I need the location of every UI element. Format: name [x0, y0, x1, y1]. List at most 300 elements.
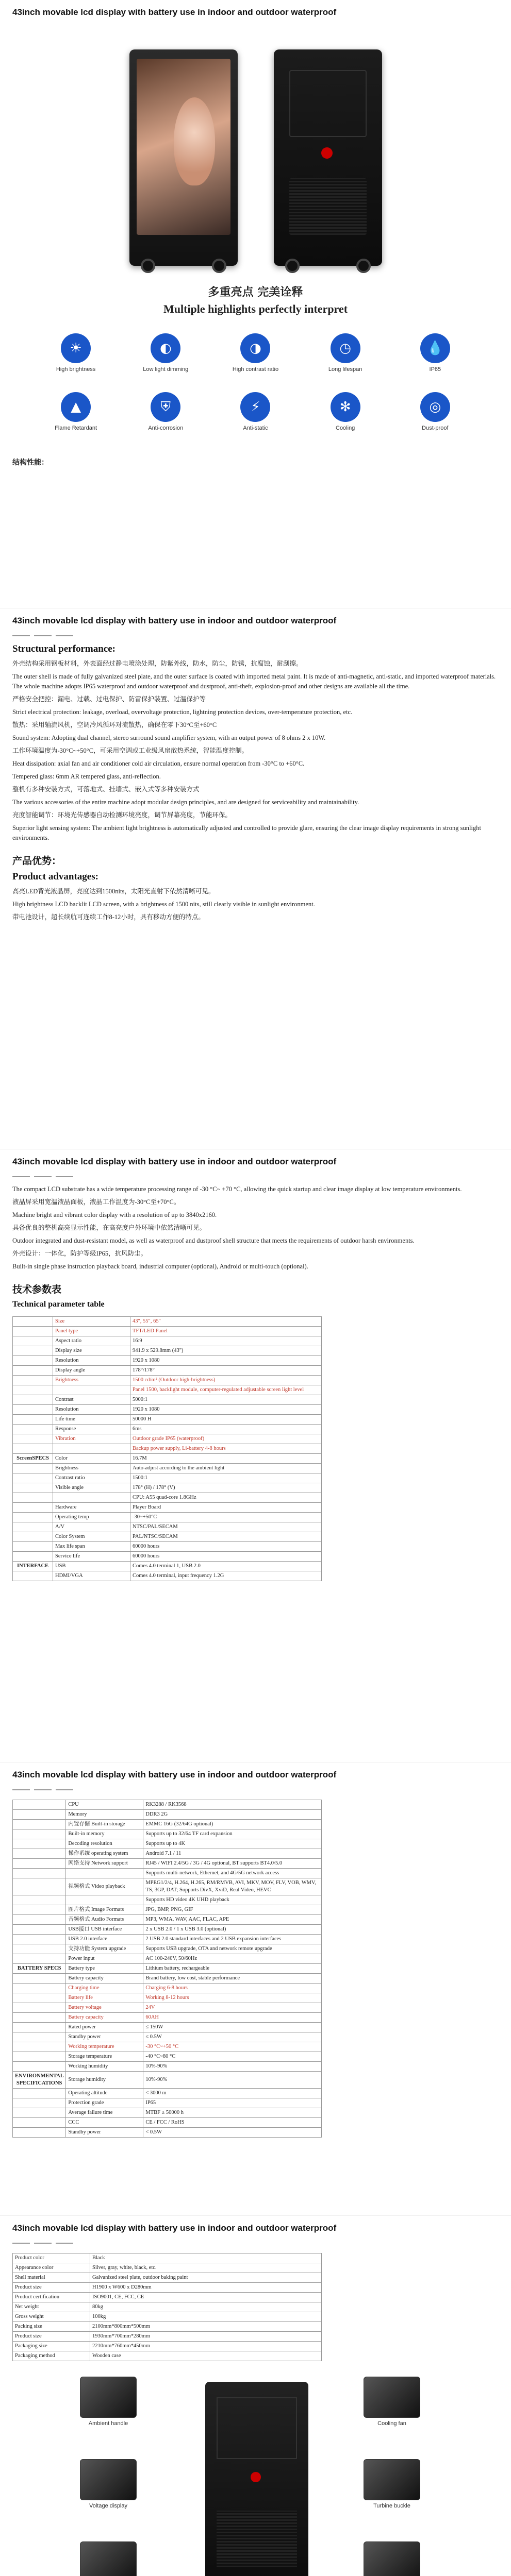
kiosk-wheels	[141, 259, 226, 273]
table-group-cell	[13, 1444, 53, 1454]
table-group-cell	[13, 1984, 66, 1993]
table-value-cell: Supports multi-network, Ethernet, and 4G/5G network access	[143, 1869, 322, 1878]
table-value-cell: 60000 hours	[130, 1552, 322, 1562]
table-row	[13, 1552, 322, 1562]
table-row	[13, 1483, 322, 1493]
divider	[0, 1786, 511, 1790]
table-value-cell: 16:9	[130, 1336, 322, 1346]
table-value-cell: NTSC/PAL/SECAM	[130, 1522, 322, 1532]
paragraph: Tempered glass: 6mm AR tempered glass, anti-reflection.	[12, 773, 161, 780]
table-value-cell: Lithium battery, rechargeable	[143, 1964, 322, 1974]
table-group-cell	[13, 1513, 53, 1522]
table-row	[13, 1954, 322, 1964]
table-row	[13, 1839, 322, 1849]
power-button-icon	[251, 2472, 261, 2482]
table-key-cell: Standby power	[66, 2032, 143, 2042]
table-value-cell: RK3288 / RK3568	[143, 1800, 322, 1810]
hero-products	[0, 24, 511, 266]
table-row	[13, 1473, 322, 1483]
accessories-section	[0, 2215, 511, 2576]
table-group-cell	[13, 1532, 53, 1542]
table-row	[13, 2332, 322, 2342]
table-key-cell: Decoding resolution	[66, 1839, 143, 1849]
table-group-cell	[13, 2052, 66, 2062]
shield-icon: ⛨	[151, 392, 180, 422]
table-row	[13, 1974, 322, 1984]
table-key-cell: A/V	[53, 1522, 130, 1532]
paragraph: 工作环境温度为-30°C~+50°C，可采用空调或工业级风扇散热系统，智能温度控制。	[12, 747, 249, 754]
table-value-cell: MPEG1/2/4, H.264, H.265, RM/RMVB, AVI, MKV, MOV, FLV, VOB, WMV, TS, 3GP, DAT; Supports DivX, XviD, Real Video, HEVC	[143, 1878, 322, 1895]
spec-table-2	[12, 1800, 322, 2138]
product-adv-cn: 产品优势：	[12, 856, 62, 867]
table-value-cell: Black	[90, 2253, 322, 2263]
table-key-cell: Product size	[13, 2283, 90, 2293]
table-group-cell	[13, 1810, 66, 1820]
table-key-cell: Size	[53, 1317, 130, 1327]
section-title: 43inch movable lcd display with battery use in indoor and outdoor waterproof	[12, 1157, 337, 1166]
table-value-cell: 941.9 x 529.8mm (43")	[130, 1346, 322, 1356]
table-key-cell: Shell material	[13, 2273, 90, 2283]
table-group-cell	[13, 1552, 53, 1562]
feature-low-light: ◐ Low light dimming	[137, 333, 194, 372]
buckle-image	[364, 2459, 420, 2500]
dust-icon: ◎	[420, 392, 450, 422]
table-row	[13, 1964, 322, 1974]
table-row	[13, 1327, 322, 1336]
table-key-cell: Brightness	[53, 1464, 130, 1473]
table-key-cell: Service life	[53, 1552, 130, 1562]
table-group-cell	[13, 2089, 66, 2098]
table-value-cell: 1500:1	[130, 1473, 322, 1483]
table-row	[13, 2013, 322, 2023]
table-value-cell: Brand battery, low cost, stable performance	[143, 1974, 322, 1984]
table-group-cell	[13, 1905, 66, 1915]
table-row	[13, 1513, 322, 1522]
table-key-cell: Response	[53, 1425, 130, 1434]
table-value-cell: 2100mm*800mm*500mm	[90, 2322, 322, 2332]
paragraph: 严格安全把控：漏电、过载、过电保护、防雷保护装置、过温保护等	[12, 696, 206, 703]
table-group-cell: ENVIRONMENTAL SPECIFICATIONS	[13, 2072, 66, 2089]
table-key-cell: Battery life	[66, 1993, 143, 2003]
paragraph: 散热：采用轴流风机，空调冷风循环对流散热，确保在零下30°C至+60°C	[12, 721, 217, 728]
table-value-cell: Panel 1500, backlight module, computer-regulated adjustable screen light level	[130, 1385, 322, 1395]
table-value-cell: EMMC 16G (32/64G optional)	[143, 1820, 322, 1829]
table-key-cell: Storage temperature	[66, 2052, 143, 2062]
table-value-cell: PAL/NTSC/SECAM	[130, 1532, 322, 1542]
table-key-cell	[53, 1493, 130, 1503]
water-icon: 💧	[420, 333, 450, 363]
power-button-icon	[321, 147, 333, 159]
kiosk-back-image	[205, 2382, 308, 2576]
section-title: 43inch movable lcd display with battery use in indoor and outdoor waterproof	[12, 7, 337, 17]
table-value-cell: ≤ 0.5W	[143, 2032, 322, 2042]
table-row	[13, 1493, 322, 1503]
table-value-cell: Comes 4.0 terminal, input frequency 1.2G	[130, 1571, 322, 1581]
table-group-cell	[13, 1356, 53, 1366]
table-row	[13, 1317, 322, 1327]
tech-heading-en: Technical parameter table	[12, 1300, 105, 1309]
table-value-cell: 60AH	[143, 2013, 322, 2023]
table-key-cell: Product certification	[13, 2293, 90, 2302]
table-group-cell	[13, 1327, 53, 1336]
feature-row-2	[0, 385, 511, 433]
table-row	[13, 1395, 322, 1405]
table-row	[13, 2322, 322, 2332]
table-row	[13, 2302, 322, 2312]
paragraph: 液晶屏采用宽温液晶面板，液晶工作温度为-30°C至+70°C。	[12, 1198, 180, 1206]
table-value-cell: Supports HD video 4K UHD playback	[143, 1895, 322, 1905]
hero-headings	[0, 266, 511, 316]
table-row	[13, 1859, 322, 1869]
table-group-cell	[13, 1571, 53, 1581]
table-key-cell: Battery type	[66, 1964, 143, 1974]
table-row	[13, 1571, 322, 1581]
paragraph: 亮度智能调节：环境光传感器自动检测环境亮度，调节屏幕亮度，节能环保。	[12, 811, 232, 819]
table-key-cell: Battery capacity	[66, 1974, 143, 1984]
paragraph: 外壳设计：一体化，防护等级IP65，抗风防尘。	[12, 1250, 147, 1257]
feature-flame: ▲ Flame Retardant	[47, 392, 104, 431]
table-value-cell: Player Board	[130, 1503, 322, 1513]
table-row	[13, 1935, 322, 1944]
section-title: 43inch movable lcd display with battery use in indoor and outdoor waterproof	[12, 1770, 337, 1780]
table-value-cell: Galvanized steel plate, outdoor baking paint	[90, 2273, 322, 2283]
table-key-cell: 内置存储 Built-in storage	[66, 1820, 143, 1829]
table-key-cell: Panel type	[53, 1327, 130, 1336]
table-group-cell: BATTERY SPECS	[13, 1964, 66, 1974]
table-row	[13, 2098, 322, 2108]
table-row	[13, 1993, 322, 2003]
table-value-cell: RJ45 / WIFI 2.4/5G / 3G / 4G optional, BT supports BT4.0/5.0	[143, 1859, 322, 1869]
table-group-cell	[13, 1405, 53, 1415]
tech-section-1	[0, 1149, 511, 1762]
table-group-cell	[13, 2062, 66, 2072]
table-key-cell: Battery voltage	[66, 2003, 143, 2013]
table-row	[13, 1415, 322, 1425]
heat-dissipation-image	[80, 2541, 137, 2576]
table-group-cell	[13, 1376, 53, 1385]
paragraph: Superior light sensing system: The ambient light brightness is automatically adjusted and controlled to provide glare, ensuring the clear image display requirements in strong sunlight environments.	[12, 824, 481, 841]
table-key-cell: Resolution	[53, 1405, 130, 1415]
table-value-cell: CPU: A55 quad-core 1.8GHz	[130, 1493, 322, 1503]
table-group-cell	[13, 2042, 66, 2052]
feature-dust: ◎ Dust-proof	[407, 392, 464, 431]
table-key-cell: CPU	[66, 1800, 143, 1810]
table-row	[13, 1346, 322, 1356]
table-key-cell: Working temperature	[66, 2042, 143, 2052]
table-row	[13, 1366, 322, 1376]
table-key-cell: Power input	[66, 1954, 143, 1964]
hero-en-title: Multiple highlights perfectly interpret	[163, 302, 348, 315]
table-value-cell: 2 x USB 2.0 / 1 x USB 3.0 (optional)	[143, 1925, 322, 1935]
table-key-cell: Color System	[53, 1532, 130, 1542]
vent-grille	[217, 2511, 297, 2567]
feature-row-1	[0, 326, 511, 375]
table-value-cell: H1900 x W600 x D280mm	[90, 2283, 322, 2293]
paragraph: Strict electrical protection: leakage, overload, overvoltage protection, lightning protection devices, over-temperature protection, etc.	[12, 708, 353, 716]
section-title: 43inch movable lcd display with battery use in indoor and outdoor waterproof	[12, 2223, 337, 2233]
table-key-cell	[53, 1385, 130, 1395]
table-key-cell: Rated power	[66, 2023, 143, 2032]
divider	[0, 632, 511, 636]
table-group-cell	[13, 1434, 53, 1444]
table-value-cell: 6ms	[130, 1425, 322, 1434]
table-value-cell: 1500 cd/m² (Outdoor high-brightness)	[130, 1376, 322, 1385]
paragraph: 带电池设计，超长续航可连续工作8-12小时，具有移动方便的特点。	[12, 913, 205, 921]
table-key-cell: Protection grade	[66, 2098, 143, 2108]
table-key-cell: 音频格式 Audio Formats	[66, 1915, 143, 1925]
table-value-cell: 10%-90%	[143, 2062, 322, 2072]
table-group-cell	[13, 2032, 66, 2042]
table-value-cell: 100kg	[90, 2312, 322, 2322]
table-key-cell: USB	[53, 1562, 130, 1571]
paragraph: The various accessories of the entire machine adopt modular design principles, and are designed for serviceability and maintainability.	[12, 799, 359, 806]
table-row	[13, 1503, 322, 1513]
table-row	[13, 1915, 322, 1925]
table-value-cell: 2 USB 2.0 standard interfaces and 2 USB expansion interfaces	[143, 1935, 322, 1944]
table-row	[13, 1464, 322, 1473]
table-group-cell	[13, 1915, 66, 1925]
paragraph: The compact LCD substrate has a wide temperature processing range of -30 °C~ +70 °C, allowing the quick startup and clear image display at low temperature environments.	[12, 1185, 462, 1193]
table-key-cell: Brightness	[53, 1376, 130, 1385]
table-value-cell: 178° (H) / 178° (V)	[130, 1483, 322, 1493]
feature-ip65: 💧 IP65	[407, 333, 464, 372]
table-row	[13, 2032, 322, 2042]
paragraph: High brightness LCD backlit LCD screen, with a brightness of 1500 nits, still clearly visible in sunlight environment.	[12, 901, 315, 908]
table-group-cell	[13, 1820, 66, 1829]
hero-section	[0, 0, 511, 608]
table-key-cell: Contrast ratio	[53, 1473, 130, 1483]
table-row	[13, 1869, 322, 1878]
table-value-cell: 1930mm*700mm*280mm	[90, 2332, 322, 2342]
table-group-cell	[13, 2128, 66, 2138]
table-key-cell: Packaging method	[13, 2351, 90, 2361]
table-key-cell: 网络支持 Network support	[66, 1859, 143, 1869]
bolt-icon: ⚡	[240, 392, 270, 422]
table-value-cell: 10%-90%	[143, 2072, 322, 2089]
paragraph: Sound system: Adopting dual channel, stereo surround sound amplifier system, with an output power of 8 ohms 2 x 10W.	[12, 734, 326, 741]
kiosk-back-panel	[217, 2397, 297, 2459]
table-key-cell: Display size	[53, 1346, 130, 1356]
table-key-cell: Built-in memory	[66, 1829, 143, 1839]
kiosk-screen	[137, 59, 230, 235]
table-group-cell	[13, 1878, 66, 1895]
table-value-cell: -30 °C~+50 °C	[143, 2042, 322, 2052]
table-value-cell: 50000 H	[130, 1415, 322, 1425]
table-row	[13, 1356, 322, 1366]
table-value-cell: DDR3 2G	[143, 1810, 322, 1820]
table-key-cell: USB 2.0 interface	[66, 1935, 143, 1944]
section-title: 43inch movable lcd display with battery use in indoor and outdoor waterproof	[12, 616, 337, 625]
table-value-cell: 43", 55", 65"	[130, 1317, 322, 1327]
table-key-cell: Gross weight	[13, 2312, 90, 2322]
table-key-cell: Product color	[13, 2253, 90, 2263]
table-row	[13, 2293, 322, 2302]
table-group-cell	[13, 1925, 66, 1935]
table-row	[13, 1444, 322, 1454]
table-group-cell	[13, 1935, 66, 1944]
table-key-cell: Storage humidity	[66, 2072, 143, 2089]
table-value-cell: CE / FCC / RoHS	[143, 2118, 322, 2128]
table-row	[13, 1800, 322, 1810]
table-key-cell: Hardware	[53, 1503, 130, 1513]
table-key-cell: Net weight	[13, 2302, 90, 2312]
table-value-cell: ≤ 150W	[143, 2023, 322, 2032]
voltage-display-image	[80, 2459, 137, 2500]
table-row	[13, 2263, 322, 2273]
table-row	[13, 2253, 322, 2263]
table-value-cell: 1920 x 1080	[130, 1356, 322, 1366]
vent-grille	[289, 178, 367, 235]
paragraph: 整机有多种安装方式，可落地式、挂墙式、嵌入式等多种安装方式	[12, 786, 200, 793]
table-group-cell: INTERFACE	[13, 1562, 53, 1571]
table-row	[13, 2283, 322, 2293]
table-value-cell: 1920 x 1080	[130, 1405, 322, 1415]
table-row	[13, 2003, 322, 2013]
table-key-cell: Display angle	[53, 1366, 130, 1376]
table-value-cell: IP65	[143, 2098, 322, 2108]
table-key-cell: Operating temp	[53, 1513, 130, 1522]
sun-icon: ☀	[61, 333, 91, 363]
table-group-cell: ScreenSPECS	[13, 1454, 53, 1464]
flame-icon: ▲	[61, 392, 91, 422]
tech-section-2	[0, 1762, 511, 2215]
feature-lifespan: ◷ Long lifespan	[317, 333, 374, 372]
table-key-cell: CCC	[66, 2118, 143, 2128]
paragraph: 高亮LED背光液晶屏，亮度达到1500nits，太阳光直射下依然清晰可见。	[12, 888, 215, 895]
table-value-cell: Supports up to 4K	[143, 1839, 322, 1849]
table-value-cell: Android 7.1 / 11	[143, 1849, 322, 1859]
accessory-item	[77, 2541, 139, 2576]
table-value-cell: AC 100-240V, 50/60Hz	[143, 1954, 322, 1964]
table-value-cell: Charging 6-8 hours	[143, 1984, 322, 1993]
table-key-cell: Visible angle	[53, 1483, 130, 1493]
paragraph: Built-in single phase instruction playback board, industrial computer (optional), Android or multi-touch (optional).	[12, 1263, 308, 1270]
table-group-cell	[13, 1385, 53, 1395]
table-value-cell: Silver, gray, white, black, etc.	[90, 2263, 322, 2273]
table-group-cell	[13, 2003, 66, 2013]
table-key-cell	[66, 1869, 143, 1878]
table-key-cell: Memory	[66, 1810, 143, 1820]
tire-image	[364, 2541, 420, 2576]
table-row	[13, 1405, 322, 1415]
spec-table-3	[12, 2253, 322, 2361]
table-row	[13, 2089, 322, 2098]
table-row	[13, 2108, 322, 2118]
table-key-cell: Packing size	[13, 2322, 90, 2332]
table-group-cell	[13, 1415, 53, 1425]
table-value-cell: MTBF ≥ 50000 h	[143, 2108, 322, 2118]
table-value-cell: ISO9001, CE, FCC, CE	[90, 2293, 322, 2302]
table-group-cell	[13, 1869, 66, 1878]
feature-static: ⚡ Anti-static	[227, 392, 284, 431]
table-row	[13, 1376, 322, 1385]
table-value-cell: JPG, BMP, PNG, GIF	[143, 1905, 322, 1915]
table-value-cell: Comes 4.0 terminal 1, USB 2.0	[130, 1562, 322, 1571]
table-row	[13, 1434, 322, 1444]
table-value-cell: 2210mm*760mm*450mm	[90, 2342, 322, 2351]
table-group-cell	[13, 1425, 53, 1434]
structural-heading: Structural performance:	[12, 643, 116, 654]
table-row	[13, 2342, 322, 2351]
table-key-cell: Average failure time	[66, 2108, 143, 2118]
dim-icon: ◐	[151, 333, 180, 363]
accessory-item: Cooling fan	[361, 2377, 423, 2427]
table-key-cell: Vibration	[53, 1434, 130, 1444]
contrast-icon: ◑	[240, 333, 270, 363]
table-row	[13, 2273, 322, 2283]
structure-label: 结构性能：	[12, 458, 48, 466]
accessory-item	[361, 2541, 423, 2576]
accessories-diagram	[0, 2361, 511, 2576]
table-group-cell	[13, 2023, 66, 2032]
paragraph: Outdoor integrated and dust-resistant model, as well as waterproof and dustproof shell structure that meets the requirements of outdoor harsh environments.	[12, 1237, 415, 1244]
table-value-cell: < 3000 m	[143, 2089, 322, 2098]
table-group-cell	[13, 1944, 66, 1954]
handle-image	[80, 2377, 137, 2418]
table-row	[13, 2052, 322, 2062]
table-key-cell: 图片格式 Image Formats	[66, 1905, 143, 1915]
table-row	[13, 1905, 322, 1915]
table-row	[13, 2128, 322, 2138]
table-row	[13, 1542, 322, 1552]
table-value-cell: Working 8-12 hours	[143, 1993, 322, 2003]
table-group-cell	[13, 1954, 66, 1964]
table-group-cell	[13, 1336, 53, 1346]
table-value-cell: -40 °C~80 °C	[143, 2052, 322, 2062]
table-row	[13, 2042, 322, 2052]
table-value-cell: -30~+50°C	[130, 1513, 322, 1522]
table-group-cell	[13, 1317, 53, 1327]
table-key-cell: Appearance color	[13, 2263, 90, 2273]
table-key-cell: HDMI/VGA	[53, 1571, 130, 1581]
table-value-cell: 5000:1	[130, 1395, 322, 1405]
table-value-cell: Wooden case	[90, 2351, 322, 2361]
table-group-cell	[13, 1829, 66, 1839]
divider	[0, 2240, 511, 2244]
kiosk-back-image	[274, 49, 382, 266]
table-group-cell	[13, 1974, 66, 1984]
hero-cn-title: 多重亮点 完美诠释	[208, 286, 303, 299]
kiosk-front-image	[129, 49, 238, 266]
table-row	[13, 1984, 322, 1993]
table-row	[13, 1849, 322, 1859]
paragraph: Machine bright and vibrant color display with a resolution of up to 3840x2160.	[12, 1211, 217, 1218]
table-group-cell	[13, 1493, 53, 1503]
table-value-cell: 24V	[143, 2003, 322, 2013]
table-value-cell: < 0.5W	[143, 2128, 322, 2138]
table-group-cell	[13, 1859, 66, 1869]
kiosk-wheels	[285, 259, 371, 273]
table-row	[13, 1532, 322, 1542]
table-row	[13, 1522, 322, 1532]
table-key-cell: Packaging size	[13, 2342, 90, 2351]
table-value-cell: Backup power supply, Li-battery 4-8 hours	[130, 1444, 322, 1454]
fan-icon: ✻	[331, 392, 360, 422]
table-key-cell: Charging time	[66, 1984, 143, 1993]
table-row	[13, 1425, 322, 1434]
table-key-cell: Aspect ratio	[53, 1336, 130, 1346]
kiosk-back-panel	[289, 70, 367, 137]
table-key-cell: Working humidity	[66, 2062, 143, 2072]
paragraph: Heat dissipation: axial fan and air conditioner cold air circulation, ensure normal operation from -30°C to +60°C.	[12, 760, 305, 767]
feature-cooling: ✻ Cooling	[317, 392, 374, 431]
accessory-item: Voltage display	[77, 2459, 139, 2509]
paragraph: 具备优良的整机高亮显示性能，在高亮度户外环境中依然清晰可见。	[12, 1224, 206, 1231]
table-row	[13, 1562, 322, 1571]
table-key-cell: Operating altitude	[66, 2089, 143, 2098]
table-row	[13, 2351, 322, 2361]
table-value-cell: 60000 hours	[130, 1542, 322, 1552]
